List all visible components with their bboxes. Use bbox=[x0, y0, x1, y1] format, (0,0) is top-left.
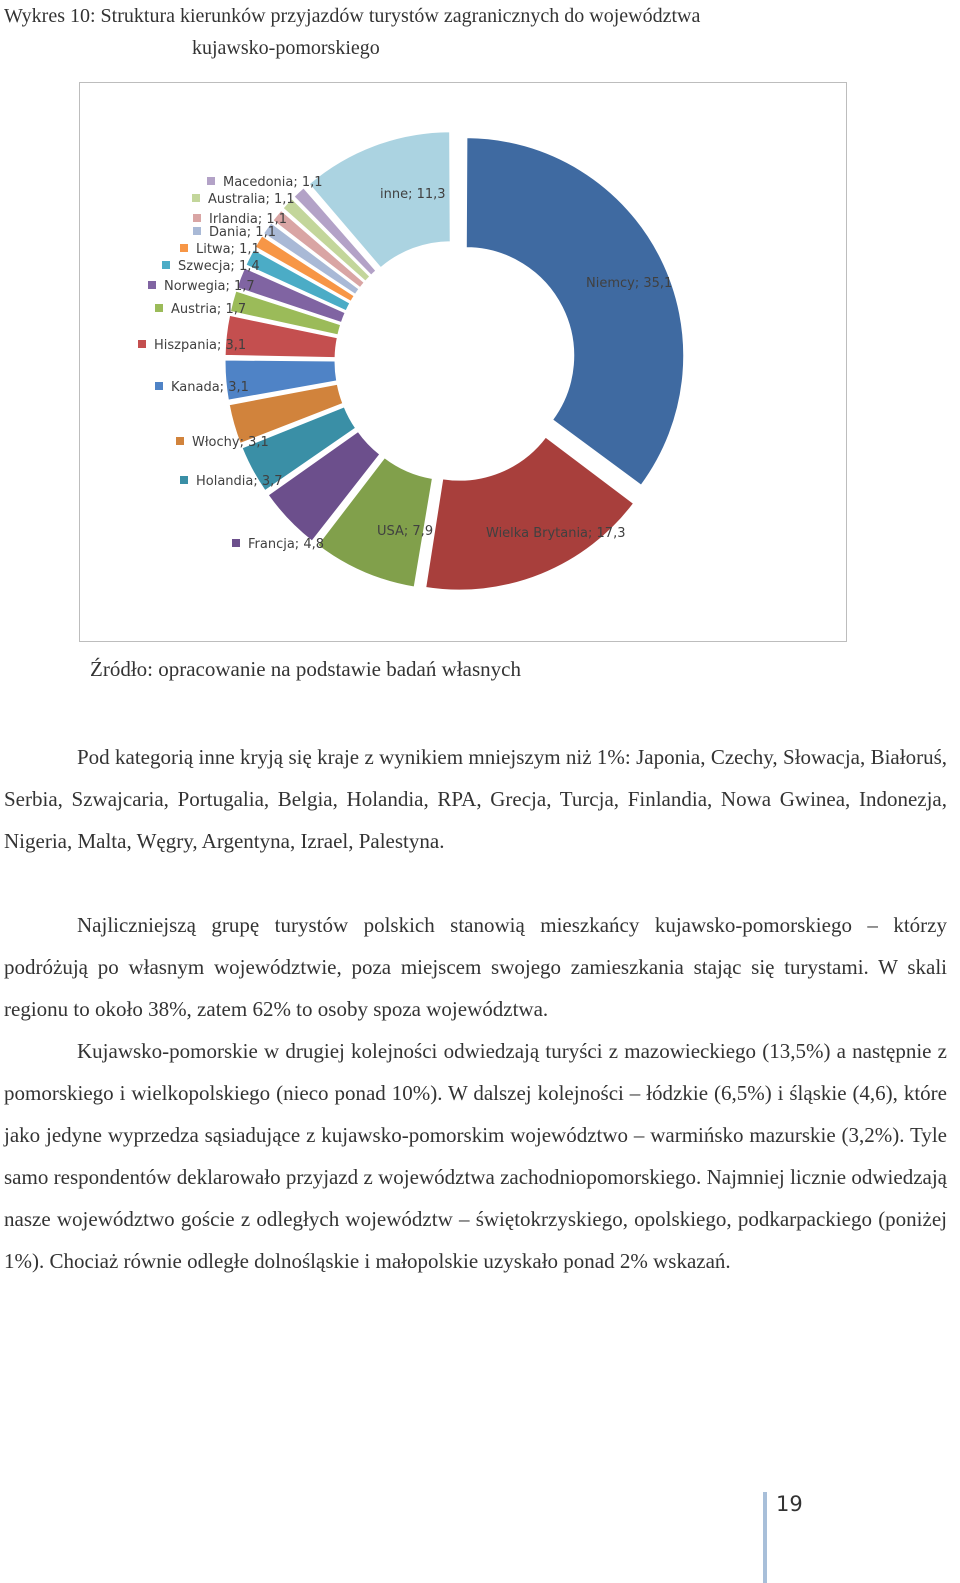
label-text: Norwegia; 1,7 bbox=[164, 279, 255, 294]
label-text: Dania; 1,1 bbox=[209, 225, 276, 240]
label-text: inne; 11,3 bbox=[380, 187, 446, 202]
label-marker bbox=[155, 304, 163, 312]
label-marker bbox=[207, 177, 215, 185]
data-label-dania bbox=[193, 225, 276, 240]
data-label-szwecja bbox=[162, 259, 260, 274]
label-marker bbox=[180, 244, 188, 252]
label-text: Litwa; 1,1 bbox=[196, 242, 260, 257]
data-label-inne bbox=[380, 187, 446, 202]
data-label-macedonia bbox=[207, 175, 323, 190]
label-text: Włochy; 3,1 bbox=[192, 435, 269, 450]
label-text: USA; 7,9 bbox=[377, 524, 434, 539]
data-label-hiszpania bbox=[138, 338, 246, 353]
caption-line-2: kujawsko-pomorskiego bbox=[192, 37, 380, 59]
label-marker bbox=[232, 539, 240, 547]
data-label-australia bbox=[192, 192, 295, 207]
label-marker bbox=[470, 528, 478, 536]
label-text: Irlandia; 1,1 bbox=[209, 212, 288, 227]
data-label-francja bbox=[232, 537, 324, 552]
chart-frame bbox=[79, 82, 847, 642]
label-text: Kanada; 3,1 bbox=[171, 380, 249, 395]
data-label-irlandia bbox=[193, 212, 287, 227]
page-number: 19 bbox=[776, 1492, 803, 1516]
data-label-usa bbox=[377, 524, 433, 539]
label-text: Austria; 1,7 bbox=[171, 302, 247, 317]
label-text: Wielka Brytania; 17,3 bbox=[486, 526, 626, 541]
label-text: Hiszpania; 3,1 bbox=[154, 338, 247, 353]
slice-wielka-brytania bbox=[426, 437, 634, 590]
paragraph-1: Pod kategorią inne kryją się kraje z wynikiem mniejszym niż 1%: Japonia, Czechy, Słowacja, Białoruś, Serbia, Szwajcaria, Portugalia, Belgia, Holandia, RPA, Grecja, Turcja, Finlandia, Nowa Gwinea, Indonezja, Nigeria, Malta, Węgry, Argentyna, Izrael, Palestyna. bbox=[4, 745, 947, 853]
label-marker bbox=[192, 194, 200, 202]
source-note: Źródło: opracowanie na podstawie badań własnych bbox=[90, 657, 521, 681]
data-label-norwegia bbox=[148, 279, 255, 294]
label-marker bbox=[193, 227, 201, 235]
page-number-rule bbox=[763, 1492, 767, 1583]
label-text: Macedonia; 1,1 bbox=[223, 175, 323, 190]
data-label-włochy bbox=[176, 435, 269, 450]
label-marker bbox=[176, 437, 184, 445]
data-label-litwa bbox=[180, 242, 260, 257]
label-marker bbox=[148, 281, 156, 289]
figure-caption bbox=[4, 0, 864, 64]
paragraph-3: Kujawsko-pomorskie w drugiej kolejności odwiedzają turyści z mazowieckiego (13,5%) a następnie z pomorskiego i wielkopolskiego (nieco ponad 10%). W dalszej kolejności – łódzkie (6,5%) i śląskie (4,6), które jako jedyne wyprzedza sąsiadujące z kujawsko-pomorskim województwo – warmińsko mazurskie (3,2%). Tyle samo respondentów deklarowało przyjazd z województwa zachodniopomorskiego. Najmniej licznie odwiedzają nasze województwo goście z odległych województw – świętokrzyskiego, opolskiego, podkarpackiego (poniżej 1%). Chociaż równie odległe dolnośląskie i małopolskie uzyskało ponad 2% wskazań. bbox=[4, 1039, 947, 1273]
label-text: Niemcy; 35,1 bbox=[586, 276, 673, 291]
label-marker bbox=[155, 382, 163, 390]
data-label-holandia bbox=[180, 474, 283, 489]
label-marker bbox=[180, 476, 188, 484]
label-text: Szwecja; 1,4 bbox=[178, 259, 260, 274]
doughnut-chart bbox=[80, 83, 846, 641]
label-marker bbox=[138, 340, 146, 348]
data-label-kanada bbox=[155, 380, 249, 395]
data-label-austria bbox=[155, 302, 246, 317]
label-text: Holandia; 3,7 bbox=[196, 474, 283, 489]
label-marker bbox=[193, 214, 201, 222]
caption-line-1: Wykres 10: Struktura kierunków przyjazdów turystów zagranicznych do województwa bbox=[4, 5, 701, 27]
slice-niemcy bbox=[466, 138, 683, 485]
data-label-niemcy bbox=[586, 276, 672, 291]
paragraph-2: Najliczniejszą grupę turystów polskich stanowią mieszkańcy kujawsko-pomorskiego – którzy podróżują po własnym województwie, poza miejscem swojego zamieszkania stając się turystami. W skali regionu to około 38%, zatem 62% to osoby spoza województwa. bbox=[4, 913, 947, 1021]
label-text: Francja; 4,8 bbox=[248, 537, 324, 552]
label-marker bbox=[162, 261, 170, 269]
label-text: Australia; 1,1 bbox=[208, 192, 295, 207]
data-label-wielka-brytania bbox=[470, 526, 625, 541]
